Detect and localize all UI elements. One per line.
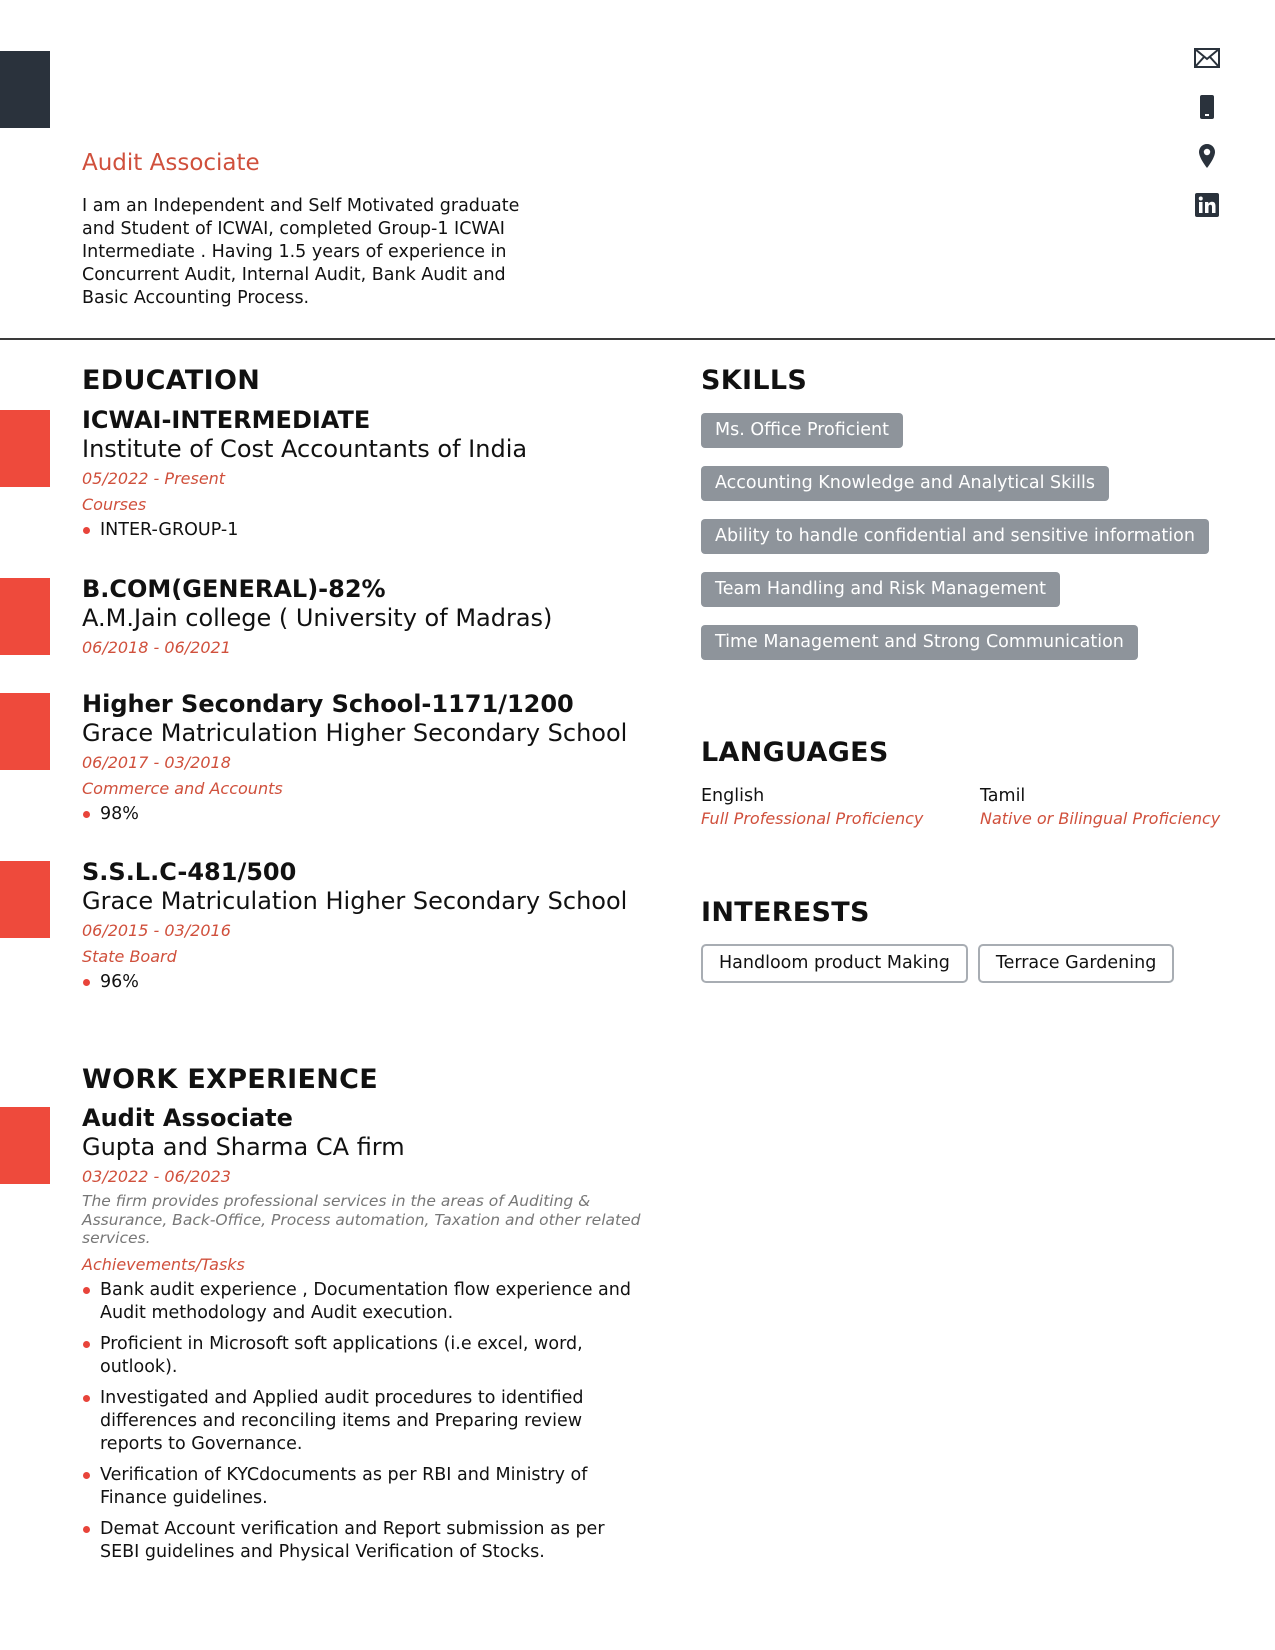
envelope-icon[interactable] [1193,44,1221,72]
work-item [82,1104,642,1572]
education-dates: 06/2018 - 06/2021 [82,638,231,657]
education-marker [0,693,50,770]
work-task: Bank audit experience , Documentation flow experience and Audit methodology and Audit execution. [82,1279,642,1325]
language-name: Tamil [980,786,1026,806]
education-bullet: INTER-GROUP-1 [82,519,642,542]
education-degree: S.S.L.C-481/500 [82,858,297,886]
work-dates: 03/2022 - 06/2023 [82,1167,231,1186]
education-school: Grace Matriculation Higher Secondary School [82,887,628,915]
linkedin-icon[interactable] [1193,191,1221,219]
work-task: Verification of KYCdocuments as per RBI and Ministry of Finance guidelines. [82,1464,642,1510]
education-marker [0,861,50,938]
education-label: Courses [82,495,147,514]
education-marker [0,410,50,487]
skill-tag: Team Handling and Risk Management [701,572,1060,607]
job-title: Audit Associate [82,150,260,176]
education-school: A.M.Jain college ( University of Madras) [82,604,553,632]
work-task: Investigated and Applied audit procedures to identified differences and reconciling items and Preparing review reports to Governance. [82,1387,642,1456]
work-marker [0,1107,50,1184]
education-marker [0,578,50,655]
skill-tag: Ms. Office Proficient [701,413,903,448]
education-bullet: 98% [82,803,642,826]
education-degree: Higher Secondary School-1171/1200 [82,690,574,718]
name-block [0,51,50,128]
language-name: English [701,786,765,806]
interest-tag: Terrace Gardening [978,944,1174,983]
skill-tag: Time Management and Strong Communication [701,625,1138,660]
location-pin-icon[interactable] [1193,142,1221,170]
education-school: Institute of Cost Accountants of India [82,435,528,463]
language-level: Full Professional Proficiency [701,809,924,828]
education-school: Grace Matriculation Higher Secondary School [82,719,628,747]
work-task: Proficient in Microsoft soft applications (i.e excel, word, outlook). [82,1333,642,1379]
education-degree: B.COM(GENERAL)-82% [82,575,386,603]
education-dates: 05/2022 - Present [82,469,226,488]
education-degree: ICWAI-INTERMEDIATE [82,406,371,434]
work-company: Gupta and Sharma CA firm [82,1133,405,1161]
skill-tag: Ability to handle confidential and sensitive information [701,519,1209,554]
education-dates: 06/2015 - 03/2016 [82,921,231,940]
work-description: The firm provides professional services in the areas of Auditing & Assurance, Back-Office, Process automation, Taxation and other related services. [82,1192,641,1247]
phone-icon[interactable] [1193,93,1221,121]
interest-tag: Handloom product Making [701,944,968,983]
work-task: Demat Account verification and Report submission as per SEBI guidelines and Physical Verification of Stocks. [82,1518,642,1564]
work-role: Audit Associate [82,1104,293,1132]
education-item [82,575,642,661]
skills-heading: SKILLS [701,365,808,396]
skill-tag: Accounting Knowledge and Analytical Skills [701,466,1109,501]
work-label: Achievements/Tasks [82,1254,245,1274]
education-label: Commerce and Accounts [82,779,283,798]
work-heading: WORK EXPERIENCE [82,1064,378,1095]
education-item [82,690,642,834]
education-item [82,858,642,1002]
education-item [82,406,642,550]
language-item [701,784,923,830]
education-dates: 06/2017 - 03/2018 [82,753,231,772]
skills-list [701,413,1209,678]
languages-heading: LANGUAGES [701,737,889,768]
summary: I am an Independent and Self Motivated graduate and Student of ICWAI, completed Group-1 ICWAI Intermediate . Having 1.5 years of experience in Concurrent Audit, Internal Audit, Bank Audit and Basic Accounting Process. [82,196,520,308]
header-divider [0,338,1275,340]
education-bullet: 96% [82,971,642,994]
education-label: State Board [82,947,177,966]
interests-heading: INTERESTS [701,897,870,928]
interests-list [701,944,1174,983]
education-heading: EDUCATION [82,365,261,396]
language-item [980,784,1220,830]
language-level: Native or Bilingual Proficiency [980,809,1221,828]
